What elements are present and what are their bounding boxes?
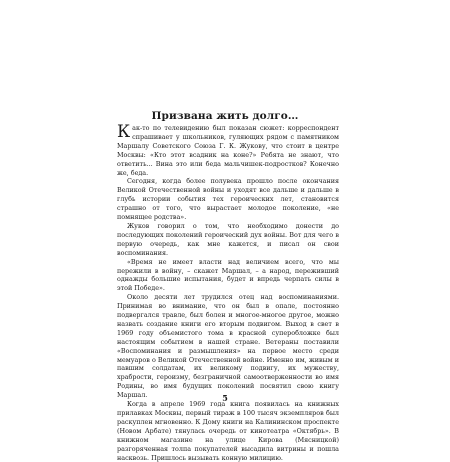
page-number: 5 [222,393,228,403]
paragraph-1-text: ак-то по телевидению был показан сюжет: корреспондент спрашивает у школьников, гуляющих рядом с памятником Маршалу Советского Союза Г. К. Жукову, что стоит в центре Москвы: «Кто этот всадник на коне?» Ребята не знают, что ответить... Вина это или беда мальчишек-подростков? Конечно же, беда. [117,124,339,177]
paragraph-4: «Время не имеет власти над величием всего, что мы пережили в войну, – скажет Маршал, – а народ, переживший однажды большие испытания, будет и впредь черпать силы в этой Победе». [117,257,339,293]
paragraph-3: Жуков говорил о том, что необходимо донести до последующих поколений героический дух войны. Вот для чего в первую очередь, как мне кажется, и писал он свои воспоминания. [117,221,339,257]
paragraph-1 [117,124,339,177]
chapter-body [117,124,339,462]
drop-cap: К [117,122,131,142]
paragraph-5: Около десяти лет трудился отец над воспоминаниями. Принимая во внимание, что он был в опале, постоянно подвергался травле, был болен и многое-многое другое, можно назвать создание книги его вторым подвигом. Выход в свет в 1969 году объемистого тома в красной суперобложке был настоящим событием в нашей стране. Ветераны поставили «Воспоминания и размышления» на первое место среди мемуаров о Великой Отечественной войне. Именно им, живым и павшим солдатам, их великому подвигу, их мужеству, храбрости, героизму, безграничной самоотверженности во имя Родины, во имя будущих поколений посвятил свою книгу Маршал. [117,293,339,400]
paragraph-2: Сегодня, когда более полувека прошло после окончания Великой Отечественной войны и уходят все дальше и дальше в глубь истории события тех героических лет, становится страшно от того, что вырастает молодое поколение, «не помнящее родства». [117,177,339,222]
paragraph-6: Когда в апреле 1969 года книга появилась на книжных прилавках Москвы, первый тираж в 100 тысяч экземпляров был раскуплен мгновенно. К Дому книги на Калининском проспекте (Новом Арбате) тянулась очередь от кинотеатра «Октябрь». В книжном магазине на улице Кирова (Мясницкой) разгоряченная толпа покупателей выcадила витрины и пошла насквозь. Пришлось вызывать конную милицию. [117,400,339,462]
chapter-title: Призвана жить долго… [151,110,299,122]
